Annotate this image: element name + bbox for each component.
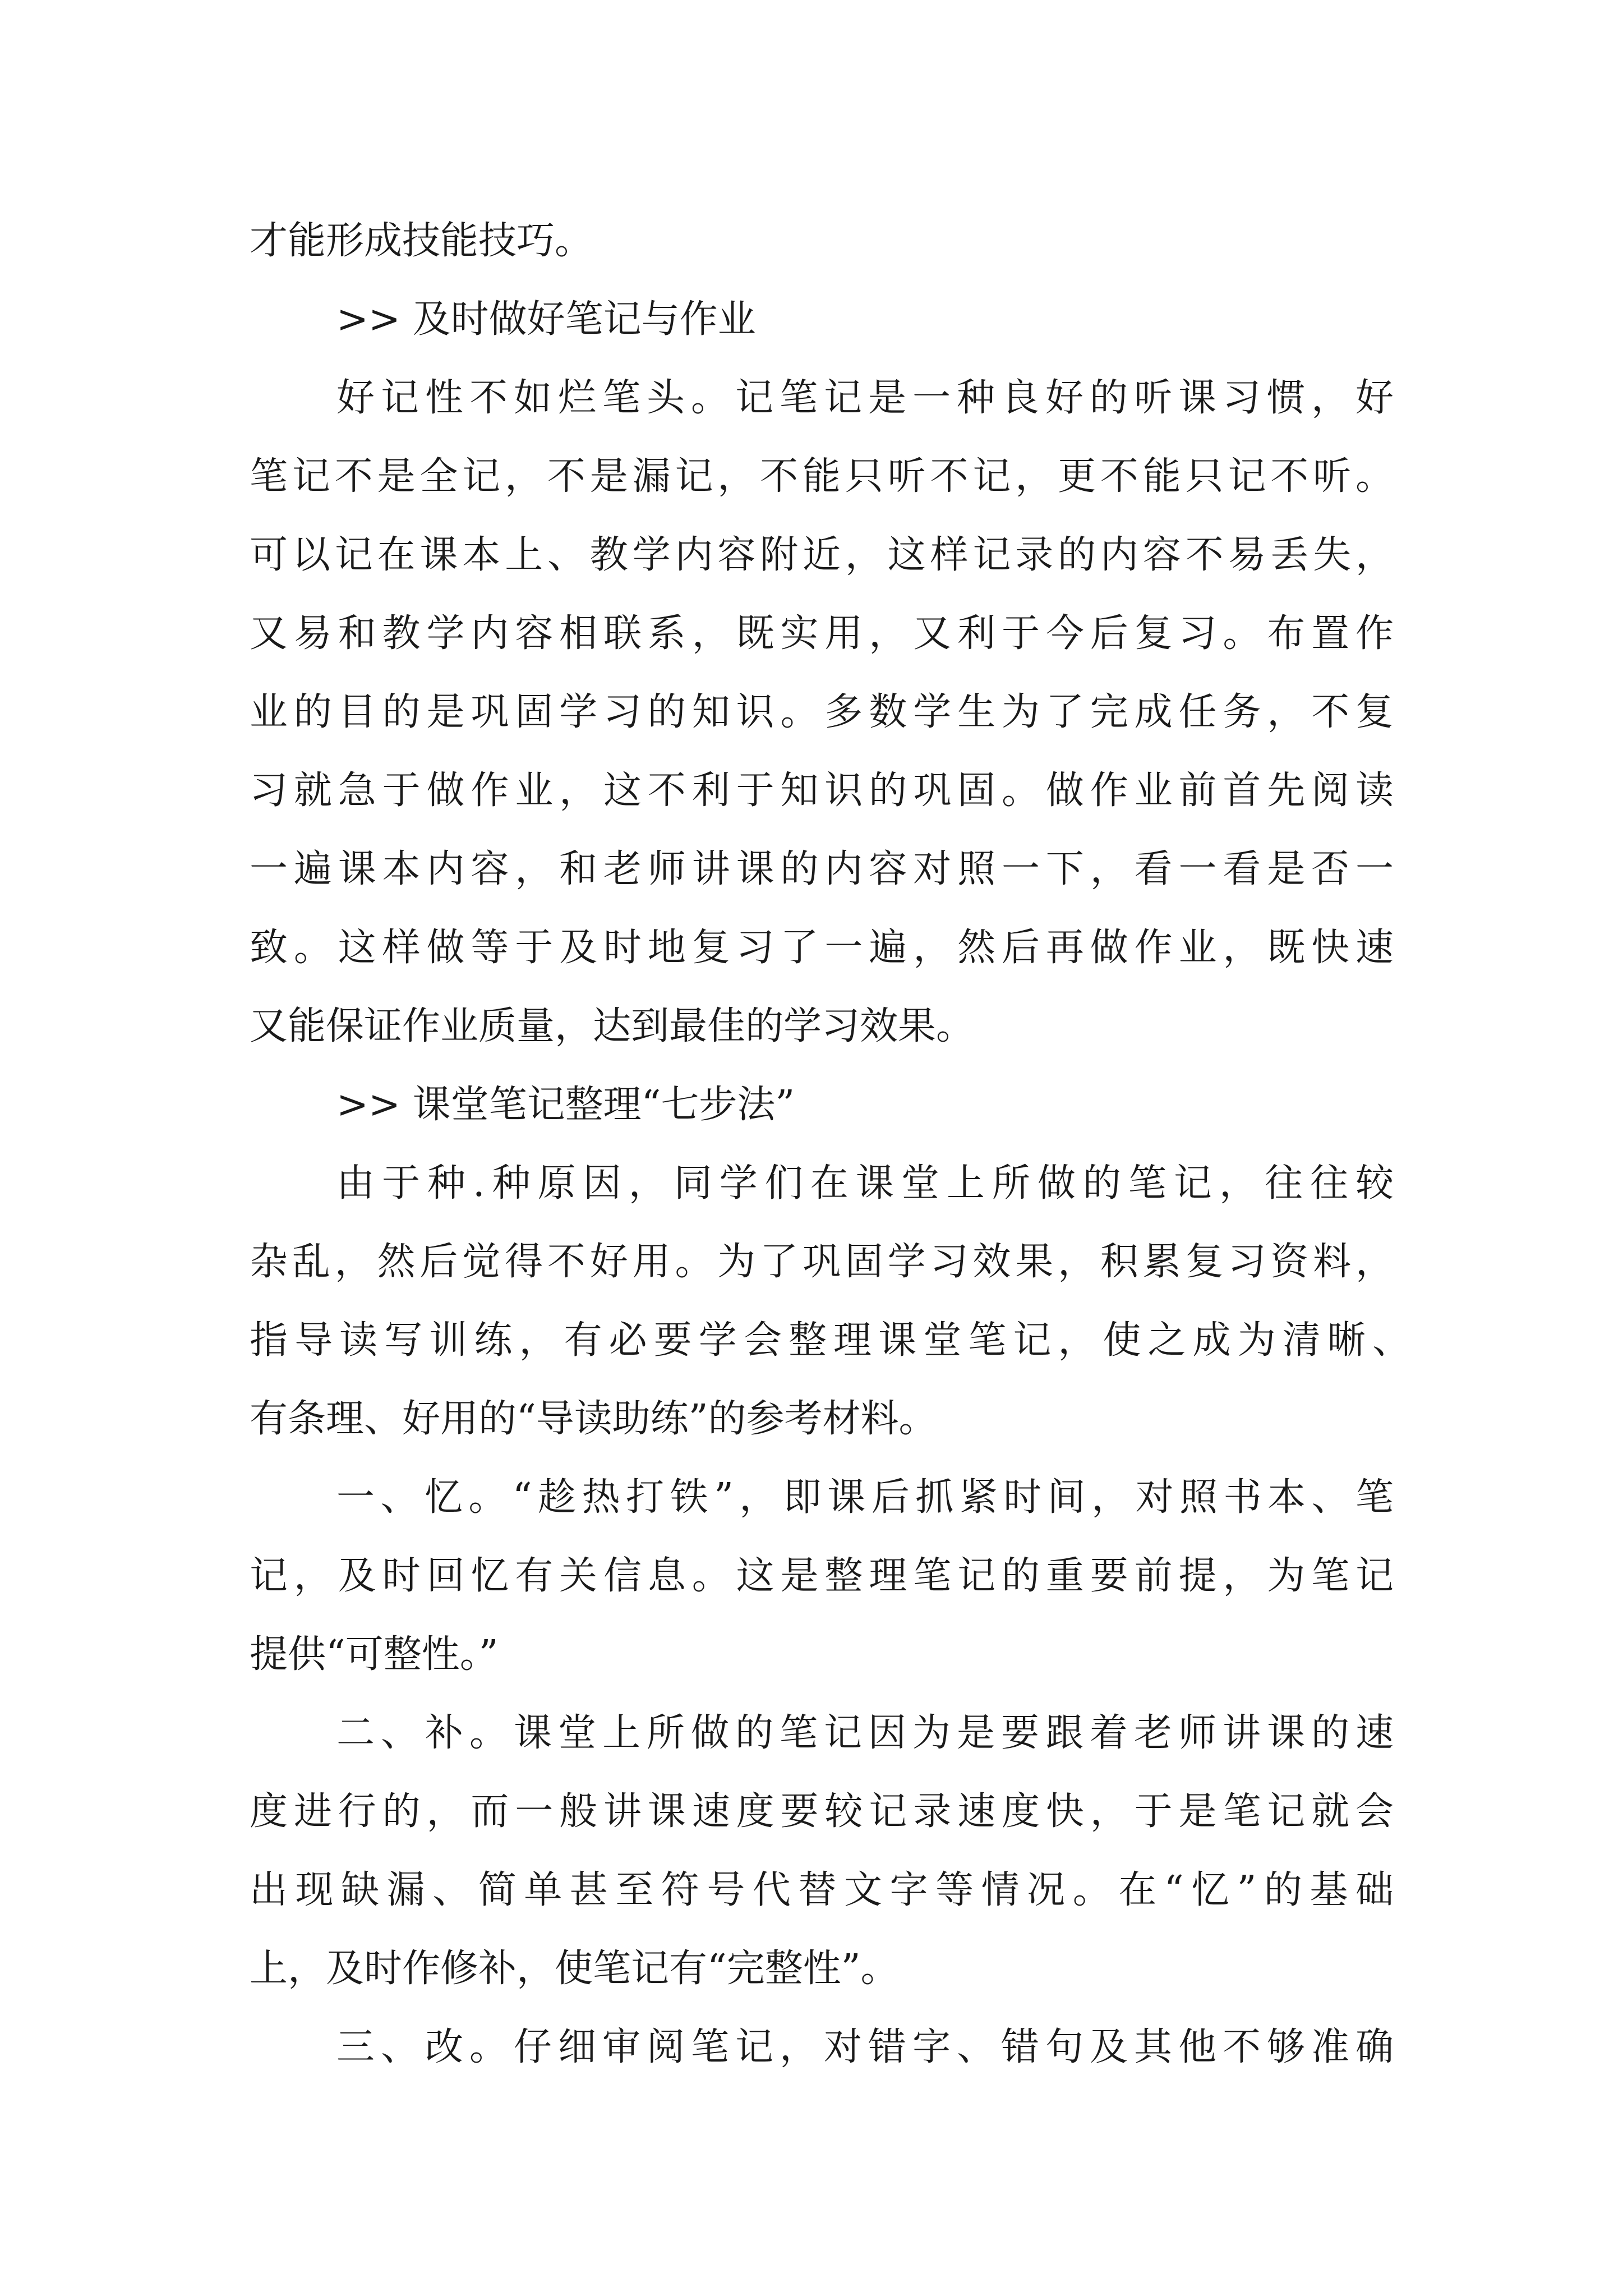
text-line: 提供“可整性。” [250, 1632, 499, 1677]
text-line: 一、忆。“趁热打铁”，即课后抓紧时间，对照书本、笔 [336, 1475, 1394, 1520]
text-line: 杂乱，然后觉得不好用。为了巩固学习效果，积累复习资料， [250, 1240, 1394, 1284]
text-line: 习就急于做作业，这不利于知识的巩固。做作业前首先阅读 [250, 769, 1394, 813]
text-line: 致。这样做等于及时地复习了一遍，然后再做作业，既快速 [250, 926, 1394, 970]
text-line: 有条理、好用的“导读助练”的参考材料。 [250, 1397, 937, 1441]
section-heading: >> 课堂笔记整理“七步法” [336, 1083, 795, 1127]
text-line: 一遍课本内容，和老师讲课的内容对照一下，看一看是否一 [250, 847, 1394, 891]
text-line: 由于种.种原因，同学们在课堂上所做的笔记，往往较 [336, 1161, 1394, 1205]
text-line: 才能形成技能技巧。 [250, 219, 593, 263]
text-line: 又易和教学内容相联系，既实用，又利于今后复习。布置作 [250, 611, 1394, 656]
text-line: 又能保证作业质量，达到最佳的学习效果。 [250, 1004, 975, 1048]
text-line: 三、改。仔细审阅笔记，对错字、错句及其他不够准确 [336, 2025, 1394, 2069]
text-line: 业的目的是巩固学习的知识。多数学生为了完成任务，不复 [250, 690, 1394, 734]
text-line: 笔记不是全记，不是漏记，不能只听不记，更不能只记不听。 [250, 454, 1394, 499]
text-line: 好记性不如烂笔头。记笔记是一种良好的听课习惯，好 [336, 376, 1394, 420]
section-heading: >> 及时做好笔记与作业 [336, 297, 756, 342]
text-line: 上，及时作修补，使笔记有“完整性”。 [250, 1947, 899, 1991]
text-line: 度进行的，而一般讲课速度要较记录速度快，于是笔记就会 [250, 1789, 1394, 1834]
text-line: 记，及时回忆有关信息。这是整理笔记的重要前提，为笔记 [250, 1554, 1394, 1598]
text-line: 可以记在课本上、教学内容附近，这样记录的内容不易丢失， [250, 533, 1394, 577]
text-line: 二、补。课堂上所做的笔记因为是要跟着老师讲课的速 [336, 1711, 1394, 1755]
text-line: 出现缺漏、简单甚至符号代替文字等情况。在“忆”的基础 [250, 1868, 1394, 1912]
text-line: 指导读写训练，有必要学会整理课堂笔记，使之成为清晰、 [250, 1318, 1410, 1363]
